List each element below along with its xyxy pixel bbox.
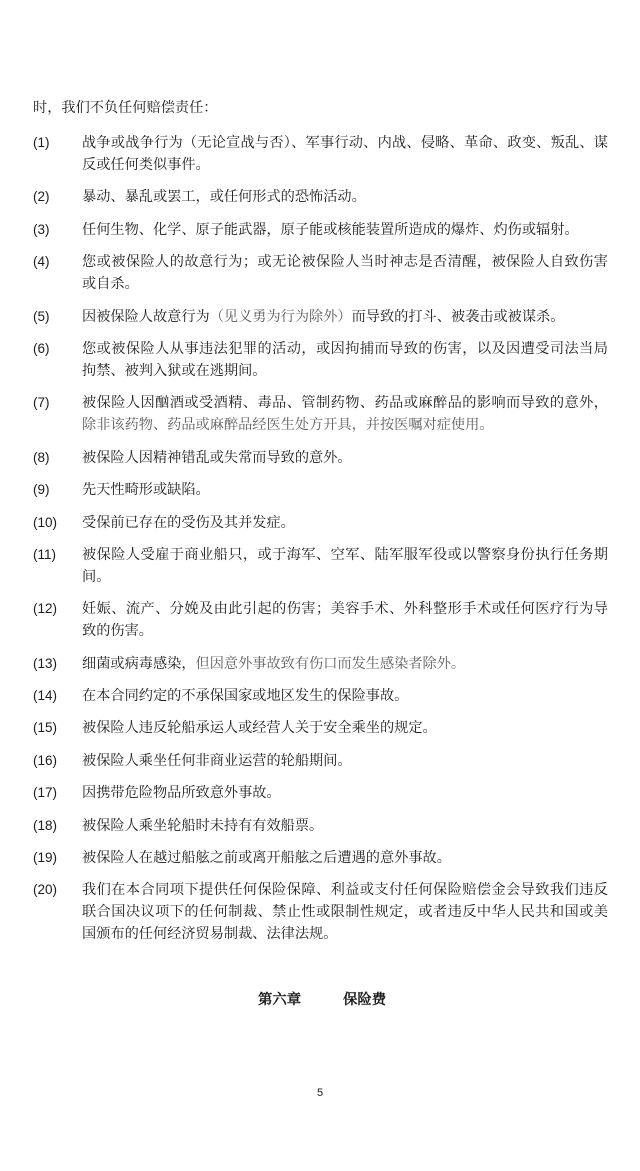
item-number: (8) bbox=[33, 449, 50, 465]
exclusion-item-11 bbox=[33, 544, 608, 588]
exclusion-item-3 bbox=[33, 219, 608, 241]
exclusion-item-9 bbox=[33, 479, 608, 501]
item-text-line: 被保险人因精神错乱或失常而导致的意外。 bbox=[82, 449, 352, 466]
exclusion-item-6 bbox=[33, 338, 608, 382]
item-text-line: 受保前已存在的受伤及其并发症。 bbox=[82, 514, 295, 531]
item-text bbox=[82, 512, 608, 534]
item-text bbox=[82, 392, 608, 436]
item-text bbox=[82, 251, 608, 295]
chapter-number: 第六章 bbox=[258, 992, 302, 1008]
item-text-line: 战争或战争行为（无论宣战与否）、军事行动、内战、侵略、革命、政变、叛乱、谋 bbox=[82, 135, 608, 151]
item-number: (4) bbox=[33, 254, 50, 270]
item-text-line: 被保险人乘坐任何非商业运营的轮船期间。 bbox=[82, 752, 352, 769]
item-text-line: 因携带危险物品所致意外事故。 bbox=[82, 785, 281, 802]
exclusion-item-1 bbox=[33, 132, 608, 176]
item-text bbox=[82, 653, 608, 675]
item-number: (6) bbox=[33, 340, 50, 356]
item-text-line: 或自杀。 bbox=[82, 276, 139, 293]
item-text-line: 您或被保险人从事违法犯罪的活动，或因拘捕而导致的伤害，以及因遭受司法当局 bbox=[82, 340, 608, 357]
item-text-line: 妊娠、流产、分娩及由此引起的伤害；美容手术、外科整形手术或任何医疗行为导 bbox=[82, 601, 608, 618]
exclusions-section bbox=[33, 97, 608, 956]
chapter-title: 保险费 bbox=[343, 992, 387, 1008]
item-text-line: 先天性畸形或缺陷。 bbox=[82, 482, 210, 499]
item-text-line bbox=[82, 653, 608, 675]
item-text-line: 被保险人违反轮船承运人或经营人关于安全乘坐的规定。 bbox=[82, 720, 437, 737]
item-number: (7) bbox=[33, 395, 50, 411]
item-text-note: 除非该药物、药品或麻醉品经医生处方开具，并按医嘱对症使用。 bbox=[82, 417, 494, 434]
item-number: (16) bbox=[33, 752, 58, 768]
item-text-line: 反或任何类似事件。 bbox=[82, 157, 210, 173]
item-text bbox=[82, 815, 608, 837]
intro-text: 时，我们不负任何赔偿责任： bbox=[33, 100, 218, 116]
item-number: (18) bbox=[33, 817, 58, 833]
item-number: (1) bbox=[33, 135, 50, 150]
exclusion-item-12 bbox=[33, 598, 608, 642]
item-number: (11) bbox=[33, 546, 57, 562]
item-text-segment: 细菌或病毒感染， bbox=[82, 655, 196, 672]
item-text bbox=[82, 447, 608, 469]
exclusion-item-20 bbox=[33, 879, 608, 945]
item-text-line: 拘禁、被判入狱或在逃期间。 bbox=[82, 362, 267, 379]
exclusion-item-15 bbox=[33, 717, 608, 739]
item-number: (3) bbox=[33, 221, 50, 237]
exclusion-item-13 bbox=[33, 653, 608, 675]
item-number: (9) bbox=[33, 482, 50, 498]
item-text-line: 在本合同约定的不承保国家或地区发生的保险事故。 bbox=[82, 688, 409, 705]
item-number: (20) bbox=[33, 882, 58, 898]
item-text bbox=[82, 750, 608, 772]
item-text bbox=[82, 338, 608, 382]
item-number: (19) bbox=[33, 850, 58, 866]
item-number: (13) bbox=[33, 655, 58, 671]
item-text-line bbox=[82, 306, 608, 328]
item-text-line: 间。 bbox=[82, 568, 111, 585]
item-text bbox=[82, 847, 608, 869]
exclusion-item-14 bbox=[33, 685, 608, 707]
item-text-line: 被保险人在越过船舷之前或离开船舷之后遭遇的意外事故。 bbox=[82, 850, 451, 867]
exclusion-item-2 bbox=[33, 186, 608, 208]
item-text-line: 被保险人因酗酒或受酒精、毒品、管制药物、药品或麻醉品的影响而导致的意外， bbox=[82, 395, 608, 412]
chapter-heading bbox=[0, 989, 640, 1011]
item-text-line: 暴动、暴乱或罢工，或任何形式的恐怖活动。 bbox=[82, 189, 366, 206]
page-number: 5 bbox=[316, 1087, 324, 1099]
exclusion-item-7 bbox=[33, 392, 608, 436]
item-text-note: （见义勇为行为除外） bbox=[209, 308, 352, 325]
item-text bbox=[82, 598, 608, 642]
item-text-line: 我们在本合同项下提供任何保险保障、利益或支付任何保险赔偿金会导致我们违反 bbox=[82, 882, 608, 899]
item-number: (5) bbox=[33, 308, 50, 324]
item-text bbox=[82, 306, 608, 328]
item-number: (17) bbox=[33, 785, 58, 801]
item-text bbox=[82, 879, 608, 945]
item-text-note: 但因意外事故致有伤口而发生感染者除外。 bbox=[195, 655, 466, 672]
item-text bbox=[82, 685, 608, 707]
item-text bbox=[82, 132, 608, 176]
item-text bbox=[82, 219, 608, 241]
exclusion-item-5 bbox=[33, 306, 608, 328]
item-text-segment: 而导致的打斗、被袭击或被谋杀。 bbox=[351, 308, 565, 325]
exclusion-item-10 bbox=[33, 512, 608, 534]
item-text-line: 联合国决议项下的任何制裁、禁止性或限制性规定，或者违反中华人民共和国或美 bbox=[82, 904, 608, 921]
item-text bbox=[82, 544, 608, 588]
exclusion-item-17 bbox=[33, 782, 608, 804]
item-number: (2) bbox=[33, 189, 50, 205]
item-text-segment: 因被保险人故意行为 bbox=[82, 308, 210, 325]
exclusion-item-18 bbox=[33, 815, 608, 837]
item-text bbox=[82, 782, 608, 804]
exclusion-item-16 bbox=[33, 750, 608, 772]
item-text bbox=[82, 717, 608, 739]
item-number: (15) bbox=[33, 720, 58, 736]
exclusion-item-19 bbox=[33, 847, 608, 869]
item-number: (10) bbox=[33, 514, 58, 530]
item-text-line: 任何生物、化学、原子能武器，原子能或核能装置所造成的爆炸、灼伤或辐射。 bbox=[82, 221, 579, 238]
item-text-line: 被保险人乘坐轮船时未持有有效船票。 bbox=[82, 817, 324, 834]
item-text-line: 您或被保险人的故意行为；或无论被保险人当时神志是否清醒，被保险人自致伤害 bbox=[82, 254, 608, 271]
item-number: (14) bbox=[33, 688, 58, 704]
item-text bbox=[82, 479, 608, 501]
exclusion-item-8 bbox=[33, 447, 608, 469]
item-text bbox=[82, 186, 608, 208]
exclusion-item-4 bbox=[33, 251, 608, 295]
item-text-line: 国颁布的任何经济贸易制裁、法律法规。 bbox=[82, 926, 338, 943]
item-text-line: 致的伤害。 bbox=[82, 623, 153, 640]
item-text-line: 被保险人受雇于商业船只，或于海军、空军、陆军服军役或以警察身份执行任务期 bbox=[82, 546, 608, 563]
item-number: (12) bbox=[33, 601, 58, 617]
